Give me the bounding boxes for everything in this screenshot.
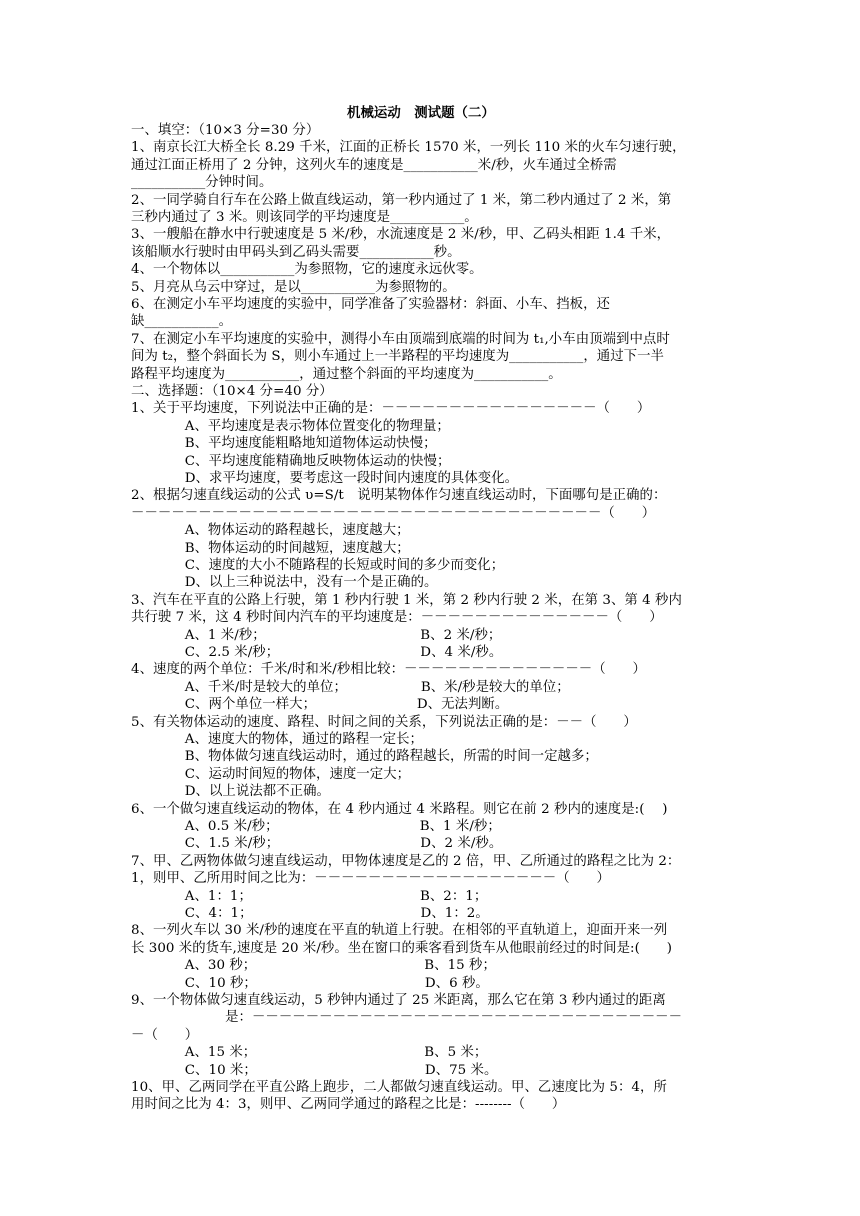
text-line: C、1.5 米/秒； D、2 米/秒。 — [131, 836, 503, 852]
text-line: 2、一同学骑自行车在公路上做直线运动，第一秒内通过了 1 米，第二秒内通过了 2 米，第 — [131, 192, 672, 208]
text-line: 1，则甲、乙所用时间之比为：－－－－－－－－－－－－－－－－－－（ ） — [131, 871, 610, 887]
text-line: A、千米/时是较大的单位； B、米/秒是较大的单位； — [131, 679, 570, 695]
text-line: A、物体运动的路程越长，速度越大； — [131, 523, 410, 539]
text-line: 7、在测定小车平均速度的实验中，测得小车由顶端到底端的时间为 t₁,小车由顶端到中点时 — [131, 331, 670, 347]
text-line: B、物体运动的时间越短，速度越大； — [131, 540, 410, 556]
text-line: A、30 秒； B、15 秒； — [131, 958, 496, 974]
text-line: 2、根据匀速直线运动的公式 υ=S/t 说明某物体作匀速直线运动时，下面哪句是正确的： — [131, 488, 667, 504]
text-line: 三秒内通过了 3 米。则该同学的平均速度是___________。 — [131, 210, 478, 225]
text-line: 5、月亮从乌云中穿过，是以___________为参照物的。 — [131, 279, 456, 295]
text-line: 8、一列火车以 30 米/秒的速度在平直的轨道上行驶。在相邻的平直轨道上，迎面开来一列 — [131, 923, 668, 939]
text-line: 一、填空：（10×3 分=30 分） — [131, 123, 320, 138]
text-line: 3、一艘船在静水中行驶速度是 5 米/秒，水流速度是 2 米/秒，甲、乙码头相距 1.4 千米， — [131, 227, 671, 243]
text-line: 通过江面正桥用了 2 分钟，这列火车的速度是___________米/秒，火车通过全桥需 — [131, 157, 617, 173]
text-line: 路程平均速度为___________，通过整个斜面的平均速度为___________。 — [131, 366, 562, 382]
text-line: 1、南京长江大桥全长 8.29 千米，江面的正桥长 1570 米，一列长 110 米的火车匀速行驶， — [131, 140, 686, 156]
text-line: D、求平均速度，要考虑这一段时间内速度的具体变化。 — [131, 471, 519, 486]
text-line: 二、选择题：（10×4 分=40 分） — [131, 384, 333, 399]
text-line: －－－－－－－－－－－－－－－－－－－－－－－－－－－－－－－－－－－（ ） — [131, 505, 656, 521]
text-line: C、速度的大小不随路程的长短或时间的多少而变化； — [131, 558, 505, 573]
text-line: 4、速度的两个单位：千米/时和米/秒相比较：－－－－－－－－－－－－－－（ ） — [131, 662, 646, 678]
text-line: 共行驶 7 米，这 4 秒时间内汽车的平均速度是：－－－－－－－－－－－－－－（ ） — [131, 610, 663, 626]
text-line: A、15 米； B、5 米； — [131, 1045, 488, 1061]
text-line: 4、一个物体以___________为参照物，它的速度永远伙零。 — [131, 262, 483, 278]
text-line: 长 300 米的货车,速度是 20 米/秒。坐在窗口的乘客看到货车从他眼前经过的时间是:( ) — [131, 940, 673, 956]
text-line: 6、在测定小车平均速度的实验中，同学准备了实验器材：斜面、小车、挡板，还 — [131, 297, 610, 312]
text-line: 间为 t₂，整个斜面长为 S，则小车通过上一半路程的平均速度为___________，通过下一半 — [131, 349, 664, 365]
text-line: D、以上三种说法中，没有一个是正确的。 — [131, 575, 438, 591]
text-line: 3、汽车在平直的公路上行驶，第 1 秒内行驶 1 米，第 2 秒内行驶 2 米，在第 3、第 4 秒内 — [131, 592, 682, 608]
text-line: B、平均速度能粗略地知道物体运动快慢； — [131, 436, 437, 452]
text-line: 1、关于平均速度，下列说法中正确的是：－－－－－－－－－－－－－－－－（ ） — [131, 401, 651, 417]
text-line: C、2.5 米/秒； D、4 米/秒。 — [131, 645, 503, 660]
text-line: A、0.5 米/秒； B、1 米/秒； — [131, 819, 501, 834]
text-line: 5、有关物体运动的速度、路程、时间之间的关系，下列说法正确的是：－－（ ） — [131, 714, 637, 730]
text-line: A、1：1； B、2：1； — [131, 888, 488, 904]
text-line: C、4：1； D、1：2。 — [131, 906, 489, 921]
text-line: C、10 秒； D、6 秒。 — [131, 975, 489, 991]
text-line: D、以上说法都不正确。 — [131, 784, 330, 800]
text-line: C、平均速度能精确地反映物体运动的快慢； — [131, 453, 451, 469]
text-line: －（ ） — [131, 1027, 199, 1043]
text-line: 7、甲、乙两物体做匀速直线运动，甲物体速度是乙的 2 倍，甲、乙所通过的路程之比为 2： — [131, 853, 681, 869]
text-line: 9、一个物体做匀速直线运动，5 秒钟内通过了 25 米距离，那么它在第 3 秒内通过的距离 — [131, 993, 666, 1008]
text-line: ___________分钟时间。 — [131, 175, 273, 191]
text-line: 缺___________。 — [131, 314, 233, 330]
text-line: 6、一个做匀速直线运动的物体，在 4 秒内通过 4 米路程。则它在前 2 秒内的速度是:( ) — [131, 801, 668, 817]
text-line: C、10 米； D、75 米。 — [131, 1062, 498, 1078]
text-line: B、物体做匀速直线运动时，通过的路程越长，所需的时间一定越多； — [131, 749, 598, 765]
text-line: 是：－－－－－－－－－－－－－－－－－－－－－－－－－－－－－－－－ — [131, 1010, 683, 1026]
text-line: A、速度大的物体，通过的路程一定长； — [131, 732, 423, 747]
text-line: 用时间之比为 4：3，则甲、乙两同学通过的路程之比是：--------（ ） — [131, 1097, 566, 1113]
text-line: C、两个单位一样大； D、无法判断。 — [131, 697, 509, 713]
text-line: A、1 米/秒； B、2 米/秒； — [131, 627, 502, 643]
text-line: A、平均速度是表示物体位置变化的物理量； — [131, 418, 450, 434]
text-line: C、运动时间短的物体，速度一定大； — [131, 766, 411, 782]
text-line: 该船顺水行驶时由甲码头到乙码头需要___________秒。 — [131, 244, 461, 260]
page-title: 机械运动 测试题（二） — [347, 105, 495, 121]
text-line: 10、甲、乙两同学在平直公路上跑步，二人都做匀速直线运动。甲、乙速度比为 5：4，所 — [131, 1080, 667, 1095]
